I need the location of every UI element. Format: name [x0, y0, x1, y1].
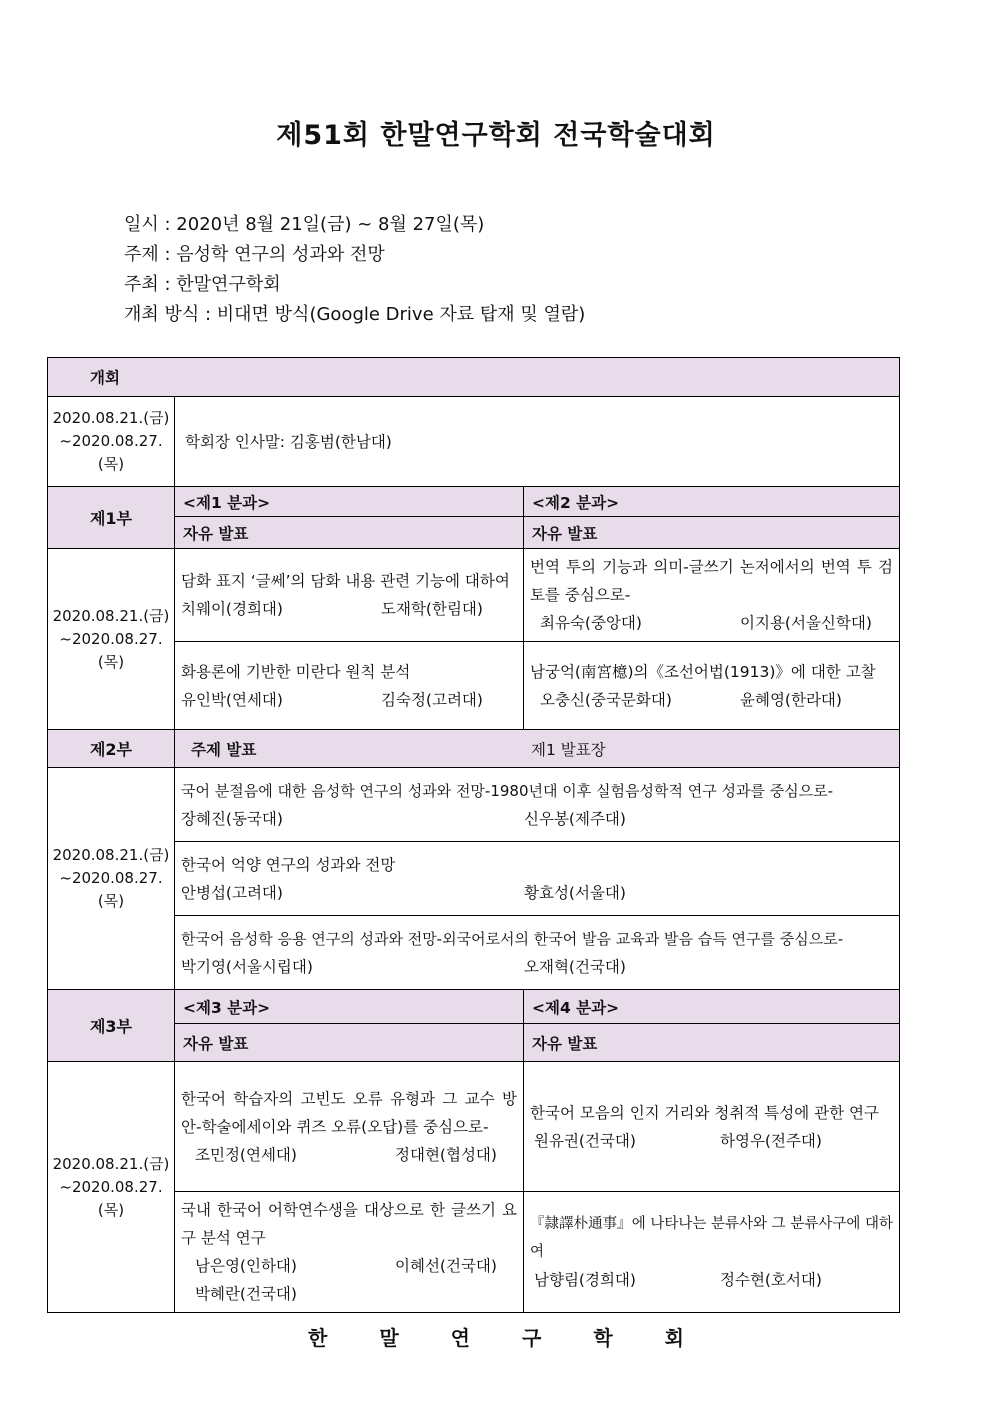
- presenter: 장혜진(동국대): [181, 809, 283, 828]
- paper-cell: [175, 842, 900, 916]
- opening-label: 개회: [48, 358, 900, 397]
- opening-content: 학회장 인사말: 김홍범(한남대): [175, 397, 900, 487]
- paper-cell: [175, 916, 900, 990]
- presenter: 유인박(연세대): [181, 690, 283, 709]
- paper-cell: [524, 1062, 900, 1192]
- part1-date: 2020.08.21.(금) ~2020.08.27.(목): [48, 549, 175, 730]
- info-date: 일시 : 2020년 8월 21일(금) ~ 8월 27일(목): [124, 214, 485, 235]
- footer-society-name: 한 말 연 구 학 회: [308, 1326, 684, 1350]
- presenter: 조민정(연세대): [195, 1145, 297, 1164]
- discussant: 정수현(호서대): [720, 1271, 822, 1289]
- discussant: 황효성(서울대): [524, 883, 626, 902]
- discussant: 윤혜영(한라대): [740, 690, 842, 709]
- paper-cell: [175, 549, 524, 642]
- paper-cell: [175, 1062, 524, 1192]
- info-theme: 주제 : 음성학 연구의 성과와 전망: [124, 244, 385, 265]
- part2-header: [175, 730, 900, 768]
- paper-cell: [175, 768, 900, 842]
- paper-title: 한국어 모음의 인지 거리와 청취적 특성에 관한 연구: [530, 1103, 879, 1122]
- session-1-type: 자유 발표: [175, 517, 524, 549]
- part1-label: 제1부: [48, 487, 175, 549]
- part2-room: 제1 발표장: [531, 740, 606, 759]
- presenter: 최유숙(중앙대): [540, 614, 642, 632]
- discussant: 신우봉(제주대): [524, 809, 626, 828]
- presenter: 남향림(경희대): [534, 1271, 636, 1289]
- discussant: 정대현(협성대): [395, 1145, 497, 1164]
- session-3-type: 자유 발표: [175, 1024, 524, 1062]
- session-4-type: 자유 발표: [524, 1024, 900, 1062]
- presenter-2: 박혜란(건국대): [195, 1285, 297, 1303]
- part3-label: 제3부: [48, 990, 175, 1062]
- discussant: 오재혁(건국대): [524, 957, 626, 976]
- paper-cell: [175, 1192, 524, 1313]
- paper-title: 국어 분절음에 대한 음성학 연구의 성과와 전망-1980년대 이후 실험음성학적 연구 성과를 중심으로-: [181, 781, 834, 800]
- part3-date: 2020.08.21.(금) ~2020.08.27.(목): [48, 1062, 175, 1313]
- presenter: 원유권(건국대): [534, 1131, 636, 1150]
- schedule-table: [47, 357, 900, 1313]
- paper-cell: [524, 642, 900, 730]
- page-title: 제51회 한말연구학회 전국학술대회: [276, 120, 716, 151]
- paper-title: 한국어 억양 연구의 성과와 전망: [181, 855, 396, 874]
- presenter: 안병섭(고려대): [181, 883, 283, 902]
- part2-date: 2020.08.21.(금) ~2020.08.27.(목): [48, 768, 175, 990]
- part2-label: 제2부: [48, 730, 175, 768]
- discussant: 도재학(한림대): [381, 600, 483, 618]
- paper-title: 『隷譯朴通事』에 나타나는 분류사와 그 분류사구에 대하여: [530, 1216, 894, 1260]
- paper-title: 국내 한국어 어학연수생을 대상으로 한 글쓰기 요구 분석 연구: [181, 1201, 517, 1247]
- session-1-label: <제1 분과>: [175, 487, 524, 517]
- part2-type: 주제 발표: [191, 740, 257, 759]
- paper-cell: [175, 642, 524, 730]
- session-4-label: <제4 분과>: [524, 990, 900, 1024]
- presenter: 박기영(서울시립대): [181, 957, 313, 976]
- info-host: 주최 : 한말연구학회: [124, 274, 281, 295]
- presenter: 오충신(중국문화대): [540, 690, 672, 709]
- session-3-label: <제3 분과>: [175, 990, 524, 1024]
- event-info: [124, 210, 585, 330]
- session-2-type: 자유 발표: [524, 517, 900, 549]
- discussant: 하영우(전주대): [720, 1131, 822, 1150]
- opening-date: 2020.08.21.(금) ~2020.08.27.(목): [48, 397, 175, 487]
- info-method: 개최 방식 : 비대면 방식(Google Drive 자료 탑재 및 열람): [124, 304, 586, 325]
- paper-title: 한국어 음성학 응용 연구의 성과와 전망-외국어로서의 한국어 발음 교육과 발음 습득 연구를 중심으로-: [181, 929, 844, 948]
- paper-cell: [524, 549, 900, 642]
- paper-title: 번역 투의 기능과 의미-글쓰기 논저에서의 번역 투 검토를 중심으로-: [530, 558, 894, 604]
- paper-title: 담화 표지 ‘글쎄’의 담화 내용 관련 기능에 대하여: [181, 572, 510, 590]
- discussant: 이혜선(건국대): [395, 1257, 497, 1275]
- discussant: 김숙정(고려대): [381, 690, 483, 709]
- presenter: 남은영(인하대): [195, 1257, 297, 1275]
- paper-title: 한국어 학습자의 고빈도 오류 유형과 그 교수 방안-학술에세이와 퀴즈 오류(오답)를 중심으로-: [181, 1089, 517, 1136]
- session-2-label: <제2 분과>: [524, 487, 900, 517]
- discussant: 이지용(서울신학대): [740, 614, 872, 632]
- presenter: 치웨이(경희대): [181, 600, 283, 618]
- paper-cell: [524, 1192, 900, 1313]
- paper-title: 남궁억(南宮檍)의《조선어법(1913)》에 대한 고찰: [530, 662, 876, 681]
- paper-title: 화용론에 기반한 미란다 원칙 분석: [181, 662, 411, 681]
